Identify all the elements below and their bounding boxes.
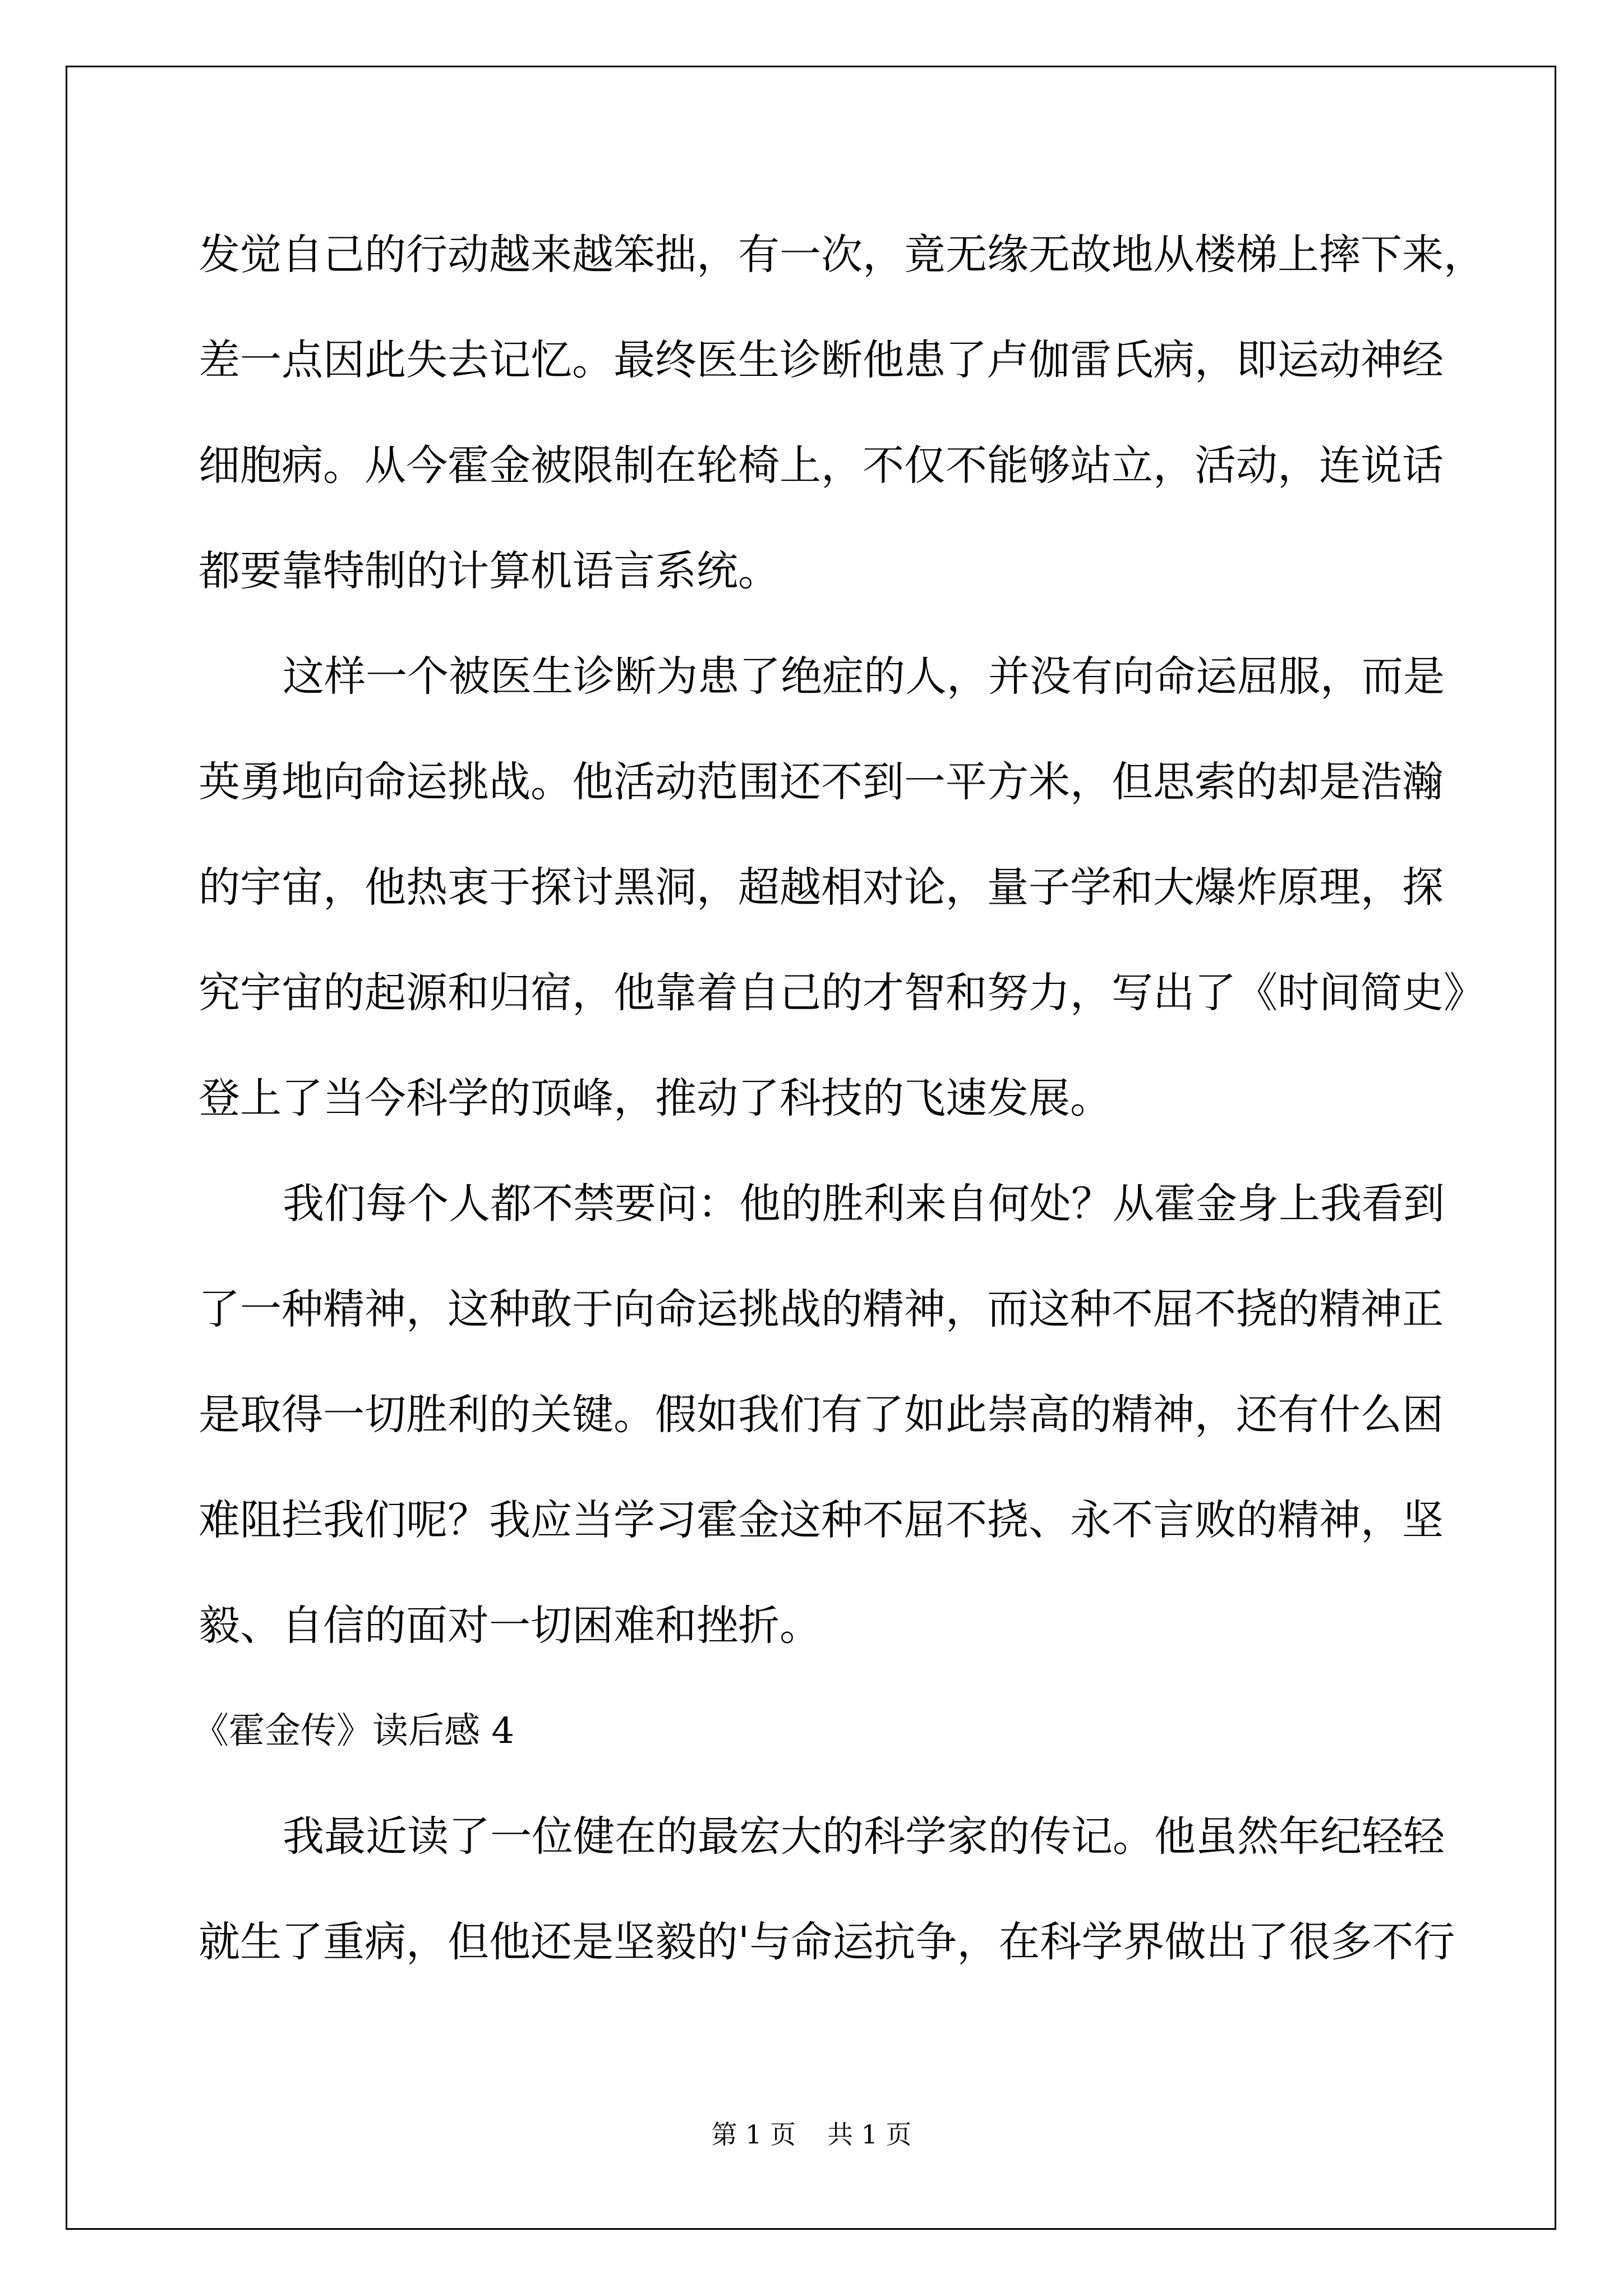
- text-line: 细胞病。从今霍金被限制在轮椅上，不仅不能够站立，活动，连说话: [199, 441, 1444, 490]
- text-line: 的宇宙，他热衷于探讨黑洞，超越相对论，量子学和大爆炸原理，探: [199, 863, 1444, 912]
- text-line: 了一种精神，这种敢于向命运挑战的精神，而这种不屈不挠的精神正: [199, 1285, 1444, 1333]
- text-line: 毅、自信的面对一切困难和挫折。: [199, 1602, 821, 1650]
- text-line: 英勇地向命运挑战。他活动范围还不到一平方米，但思索的却是浩瀚: [199, 758, 1444, 806]
- text-line: 发觉自己的行动越来越笨拙，有一次，竟无缘无故地从楼梯上摔下来，: [199, 231, 1485, 279]
- paragraph: [199, 624, 1485, 1151]
- paragraph: [199, 1151, 1445, 1678]
- text-line: 我们每个人都不禁要问：他的胜利来自何处？从霍金身上我看到: [283, 1180, 1445, 1228]
- text-line: 就生了重病，但他还是坚毅的'与命运抗争，在科学界做出了很多不行: [199, 1918, 1455, 1966]
- text-line: 是取得一切胜利的关键。假如我们有了如此崇高的精神，还有什么困: [199, 1391, 1444, 1439]
- paragraph: [199, 1784, 1455, 1995]
- page-footer: [0, 2118, 1623, 2151]
- document-body: [193, 202, 1485, 1995]
- text-line: 这样一个被医生诊断为患了绝症的人，并没有向命运屈服，而是: [283, 652, 1445, 701]
- page-number: 第 1 页: [711, 2119, 796, 2150]
- text-line: 都要靠特制的计算机语言系统。: [199, 547, 780, 595]
- text-line: 难阻拦我们呢？我应当学习霍金这种不屈不挠、永不言败的精神，坚: [199, 1496, 1444, 1544]
- page-total: 共 1 页: [827, 2119, 912, 2150]
- text-line: 差一点因此失去记忆。最终医生诊断他患了卢伽雷氏病，即运动神经: [199, 336, 1444, 384]
- text-line: 究宇宙的起源和归宿，他靠着自己的才智和努力，写出了《时间简史》: [199, 969, 1485, 1017]
- text-line: 登上了当今科学的顶峰，推动了科技的飞速发展。: [199, 1074, 1112, 1122]
- text-line: 我最近读了一位健在的最宏大的科学家的传记。他虽然年纪轻轻: [283, 1812, 1445, 1861]
- section-heading: 《霍金传》读后感 4: [193, 1710, 515, 1752]
- paragraph: [199, 202, 1485, 624]
